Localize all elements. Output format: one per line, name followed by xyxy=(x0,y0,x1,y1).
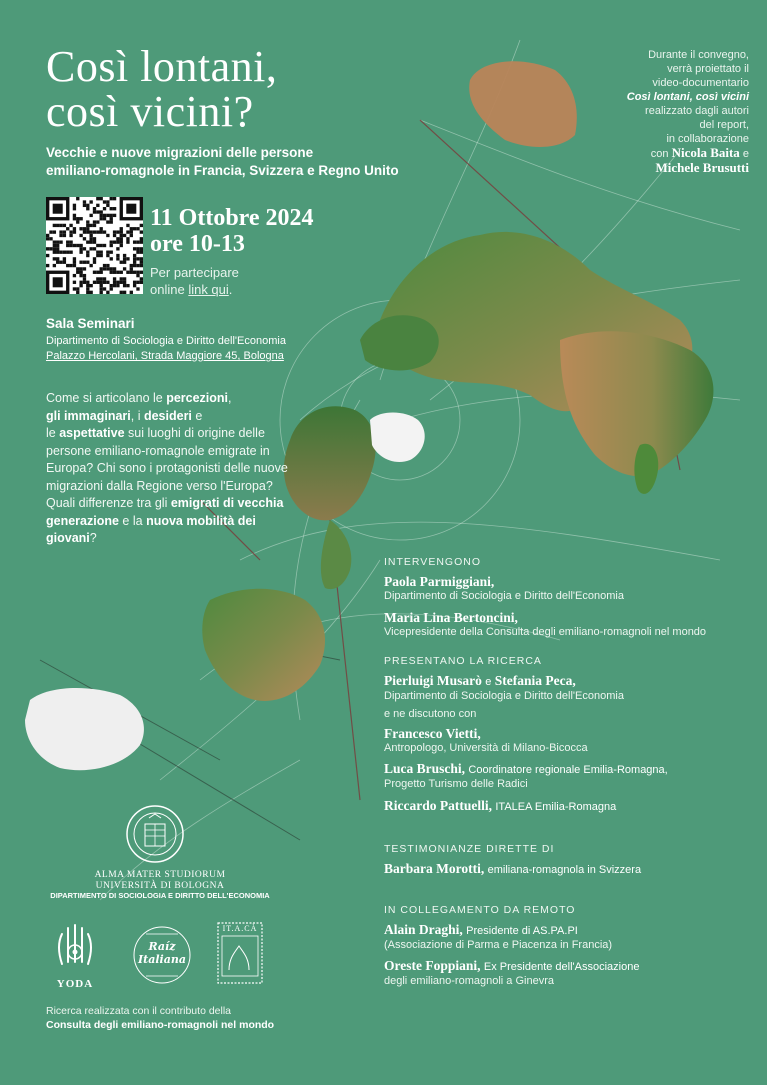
documentary-note xyxy=(559,48,749,176)
speaker-name: Paola Parmiggiani, xyxy=(384,574,495,589)
land-europe xyxy=(360,315,439,370)
q-text: sui luoghi di origine delle persone emiliano-romagnole emigrate in Europa? Chi sono i protagonisti delle nuove migrazioni dalla Regione verso l'Europa? Quali differenze tra gli xyxy=(46,426,288,510)
raiz-line-1: Raíz xyxy=(148,940,176,953)
subtitle-line-1: Vecchie e nuove migrazioni delle persone xyxy=(46,145,314,160)
q-keyword: gli immaginari xyxy=(46,408,131,423)
doc-and: e xyxy=(742,148,749,160)
land-greenland xyxy=(370,413,425,463)
remote-name: Oreste Foppiani, Ex Presidente dell'Associazione xyxy=(384,958,640,973)
speaker-affiliation: Vicepresidente della Consulta degli emiliano-romagnoli nel mondo xyxy=(384,625,707,638)
discussant-name: Luca Bruschi, Coordinatore regionale Emilia-Romagna, xyxy=(384,761,668,776)
q-text: ? xyxy=(89,531,97,545)
land-central-america xyxy=(321,520,351,589)
discussant-affiliation: Antropologo, Università di Milano-Bicocca xyxy=(384,741,588,754)
event-time: ore 10-13 xyxy=(150,231,245,257)
remote-affiliation: (Associazione di Parma e Piacenza in Francia) xyxy=(384,938,613,951)
remote-name: Alain Draghi, Presidente di AS.PA.PI xyxy=(384,921,578,937)
online-info xyxy=(150,264,239,298)
doc-authors-line xyxy=(559,146,749,161)
title-line-2: così vicini? xyxy=(46,87,254,136)
discussant-affiliation: Progetto Turismo delle Radici xyxy=(384,778,528,790)
doc-prefix: con xyxy=(650,148,669,160)
q-text: Come si articolano le xyxy=(46,391,163,405)
q-keyword: desideri xyxy=(143,408,192,423)
doc-author-2: Michele Brusutti xyxy=(655,160,749,175)
doc-line: realizzato dagli autori xyxy=(645,105,749,117)
online-line-1: Per partecipare xyxy=(150,265,239,280)
land-south-america xyxy=(202,589,325,701)
witness-name: Barbara Morotti, emiliana-romagnola in Svizzera xyxy=(384,860,642,876)
itaca-label: IT.A.CÀ xyxy=(222,924,258,933)
university-seal-icon xyxy=(125,804,185,864)
doc-line: Durante il convegno, xyxy=(648,49,749,61)
presenters-affiliation: Dipartimento di Sociologia e Diritto dell'Economia xyxy=(384,690,624,702)
land-island xyxy=(634,444,658,494)
online-suffix: . xyxy=(228,282,233,297)
university-logo xyxy=(40,870,280,900)
program xyxy=(384,556,754,989)
footer-line-2: Consulta degli emiliano-romagnoli nel mondo xyxy=(46,1019,275,1031)
section-intervengono: INTERVENGONO xyxy=(384,556,481,568)
intro-questions xyxy=(46,390,291,548)
yoda-label: YODA xyxy=(56,978,94,990)
uni-dept: DIPARTIMENTO DI SOCIOLOGIA E DIRITTO DELL'ECONOMIA xyxy=(50,891,270,900)
discussant-name: Francesco Vietti, xyxy=(384,725,481,741)
event-date: 11 Ottobre 2024 xyxy=(150,205,314,231)
section-presentano: PRESENTANO LA RICERCA xyxy=(384,655,542,667)
raiz-line-2: Italiana xyxy=(138,953,186,966)
yoda-hand-icon xyxy=(52,922,98,972)
speaker-affiliation: Dipartimento di Sociologia e Diritto dell'Economia xyxy=(384,590,624,602)
title-line-1: Così lontani, xyxy=(46,42,278,91)
doc-line: video-documentario xyxy=(652,77,749,89)
doc-line: verrà proiettato il xyxy=(667,63,749,75)
subtitle-line-2: emiliano-romagnole in Francia, Svizzera e Regno Unito xyxy=(46,163,399,178)
uni-line-1: ALMA MATER STUDIORUM xyxy=(94,870,226,880)
q-text: , i xyxy=(130,408,141,423)
subtitle xyxy=(46,144,426,180)
q-text: , xyxy=(228,391,232,405)
footer-line-1: Ricerca realizzata con il contributo della xyxy=(46,1005,232,1017)
q-text: le xyxy=(46,426,56,440)
page-title xyxy=(46,44,277,134)
venue-room: Sala Seminari xyxy=(46,316,135,331)
venue xyxy=(46,316,346,364)
uni-line-2: UNIVERSITÀ DI BOLOGNA xyxy=(95,880,225,891)
doc-title: Così lontani, così vicini xyxy=(626,91,749,103)
remote-affiliation: degli emiliano-romagnoli a Ginevra xyxy=(384,975,554,987)
footer-contribution xyxy=(46,1004,306,1032)
section-remoto: IN COLLEGAMENTO DA REMOTO xyxy=(384,903,576,916)
discussants-intro: e ne discutono con xyxy=(384,707,477,720)
land-antarctica xyxy=(25,688,144,770)
doc-line: in collaborazione xyxy=(666,133,749,145)
section-testimonianze: TESTIMONIANZE DIRETTE DI xyxy=(384,842,555,855)
online-link[interactable]: link qui xyxy=(188,282,229,297)
speaker-name: Maria Lina Bertoncini, xyxy=(384,609,518,625)
q-text: e xyxy=(191,408,203,423)
venue-address[interactable]: Palazzo Hercolani, Strada Maggiore 45, Bologna xyxy=(46,350,284,362)
q-keyword: percezioni xyxy=(166,391,229,405)
doc-line: del report, xyxy=(699,119,749,131)
qr-code[interactable] xyxy=(46,197,143,294)
online-line-2 xyxy=(150,281,239,298)
q-keyword: emigrati di vecchia generazione xyxy=(46,496,284,528)
land-north-america xyxy=(284,406,376,520)
online-prefix: online xyxy=(150,282,189,297)
q-keyword: aspettative xyxy=(59,426,125,440)
raiz-text xyxy=(132,940,192,966)
venue-department: Dipartimento di Sociologia e Diritto dell'Economia xyxy=(46,335,286,347)
discussant-name: Riccardo Pattuelli, ITALEA Emilia-Romagna xyxy=(384,797,617,813)
event-datetime xyxy=(150,205,314,257)
q-text: e la xyxy=(118,513,143,528)
presenters: Pierluigi Musarò e Stefania Peca, xyxy=(384,673,576,688)
doc-author-1: Nicola Baita xyxy=(671,145,740,160)
q-keyword: nuova mobilità dei giovani xyxy=(46,513,256,545)
